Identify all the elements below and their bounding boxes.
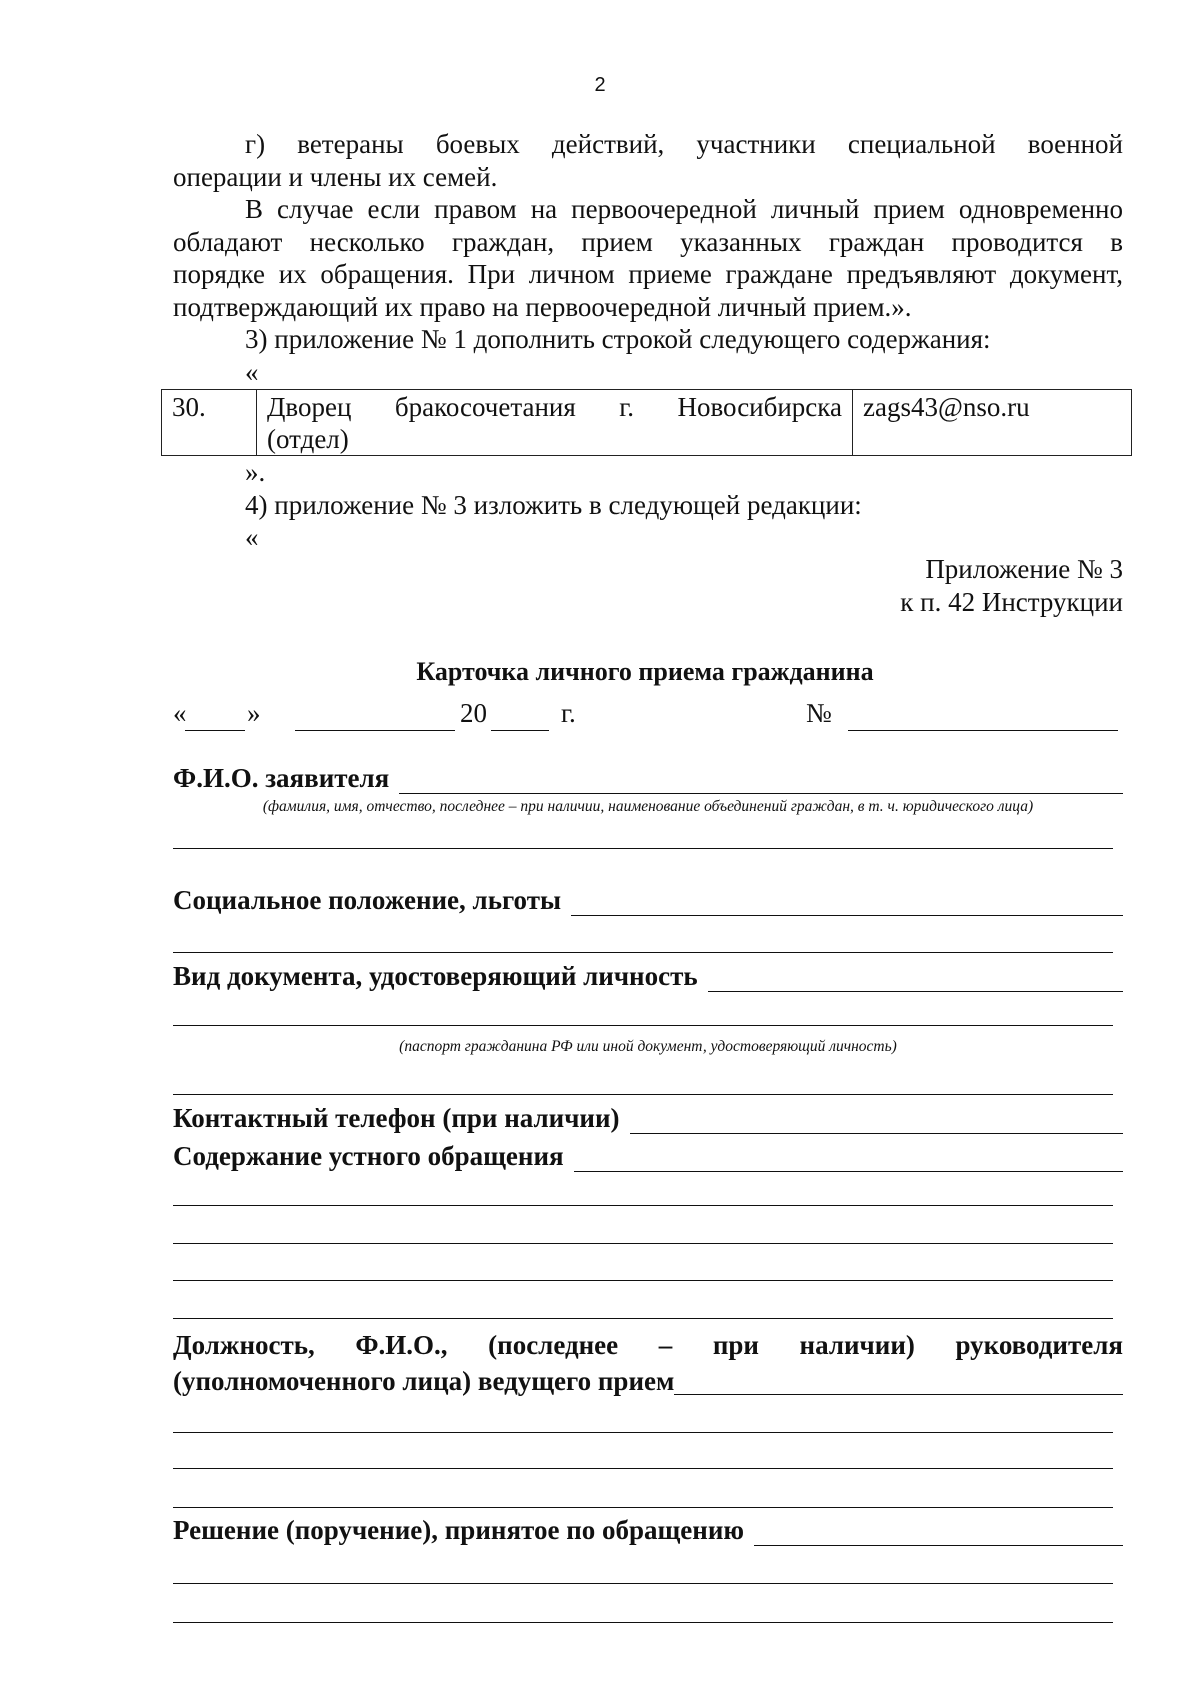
appendix-header-line-1: Приложение № 3 (925, 554, 1123, 584)
official-line-extra-2[interactable] (173, 1468, 1113, 1469)
date-row (173, 697, 1123, 731)
document-hint: (паспорт гражданина РФ или иной документ, удостоверяющий личность) (399, 1038, 897, 1055)
card-number-field[interactable] (848, 702, 1118, 731)
table-row (162, 390, 1132, 456)
paragraph-priority-line-1: В случае если правом на первоочередной личный прием одновременно (245, 194, 1123, 224)
close-quote-1: ». (245, 457, 266, 487)
document-extra-line-2[interactable] (173, 1094, 1113, 1095)
date-open-quote: « (173, 698, 187, 728)
content-row (173, 1138, 1123, 1172)
official-line-2: (уполномоченного лица) ведущего прием (173, 1366, 675, 1396)
fio-extra-line[interactable] (173, 848, 1113, 849)
official-line-extra-1[interactable] (173, 1432, 1113, 1433)
fio-label: Ф.И.О. заявителя (173, 763, 390, 793)
paragraph-veterans-line-2: операции и члены их семей. (173, 161, 498, 192)
card-title: Карточка личного приема гражданина (416, 657, 874, 686)
appendix-header-line-2: к п. 42 Инструкции (900, 586, 1123, 617)
day-field[interactable] (185, 702, 245, 731)
fio-hint: (фамилия, имя, отчество, последнее – при наличии, наименование объединений граждан, в т. ч. юридического лица) (262, 798, 1034, 815)
paragraph-priority-line-2: обладают несколько граждан, прием указанных граждан проводится в (173, 226, 1123, 257)
paragraph-priority (173, 193, 1123, 323)
year-field[interactable] (491, 702, 549, 731)
paragraph-veterans-line-1: г) ветераны боевых действий, участники специальной военной (245, 129, 1123, 159)
table-cell-name-line-1: Дворец бракосочетания г. Новосибирска (267, 392, 842, 422)
fio-field[interactable] (399, 765, 1123, 794)
phone-field[interactable] (630, 1105, 1123, 1134)
official-line-extra-3[interactable] (173, 1507, 1113, 1508)
document-label: Вид документа, удостоверяющий личность (173, 961, 698, 991)
decision-line-1[interactable] (173, 1583, 1113, 1584)
paragraph-priority-line-3: порядке их обращения. При личном приеме граждане предъявляют документ, (173, 259, 1123, 289)
table-cell-number: 30. (162, 390, 257, 456)
content-field[interactable] (574, 1143, 1123, 1172)
official-line-1: Должность, Ф.И.О., (последнее – при наличии) руководителя (173, 1330, 1123, 1360)
official-field[interactable] (674, 1366, 1123, 1395)
official-line-2-row (173, 1364, 1123, 1400)
decision-label: Решение (поручение), принятое по обращению (173, 1515, 745, 1545)
paragraph-priority-line-4: подтверждающий их право на первоочередной личный прием.». (173, 291, 912, 322)
social-row (173, 882, 1123, 916)
phone-row (173, 1100, 1123, 1134)
year-suffix: г. (561, 698, 576, 728)
insert-table (161, 389, 1132, 456)
table-cell-name (257, 390, 853, 456)
year-prefix: 20 (460, 698, 487, 728)
social-field[interactable] (571, 887, 1123, 916)
social-label: Социальное положение, льготы (173, 885, 562, 915)
open-quote-1: « (245, 357, 259, 387)
paragraph-veterans (173, 128, 1123, 193)
phone-label: Контактный телефон (при наличии) (173, 1103, 620, 1133)
social-extra-line[interactable] (173, 952, 1113, 953)
content-label: Содержание устного обращения (173, 1141, 564, 1171)
decision-field[interactable] (754, 1517, 1123, 1546)
decision-row (173, 1512, 1123, 1546)
document-extra-line[interactable] (173, 1025, 1113, 1026)
table-cell-name-line-2: (отдел) (267, 424, 349, 454)
content-line-2[interactable] (173, 1243, 1113, 1244)
page-number: 2 (594, 74, 606, 96)
paragraph-appendix-3: 4) приложение № 3 изложить в следующей редакции: (245, 490, 862, 520)
content-line-1[interactable] (173, 1205, 1113, 1206)
table-cell-email: zags43@nso.ru (853, 390, 1132, 456)
document-row (173, 958, 1123, 992)
date-close-quote: » (247, 698, 261, 728)
open-quote-2: « (245, 522, 259, 552)
month-field[interactable] (295, 702, 455, 731)
content-line-3[interactable] (173, 1280, 1113, 1281)
decision-line-2[interactable] (173, 1622, 1113, 1623)
paragraph-appendix-1: 3) приложение № 1 дополнить строкой следующего содержания: (245, 324, 991, 354)
fio-row (173, 760, 1123, 794)
official-block (173, 1326, 1123, 1400)
appendix-header (900, 553, 1123, 618)
number-sign: № (806, 698, 832, 728)
content-line-4[interactable] (173, 1318, 1113, 1319)
document-field[interactable] (708, 963, 1123, 992)
